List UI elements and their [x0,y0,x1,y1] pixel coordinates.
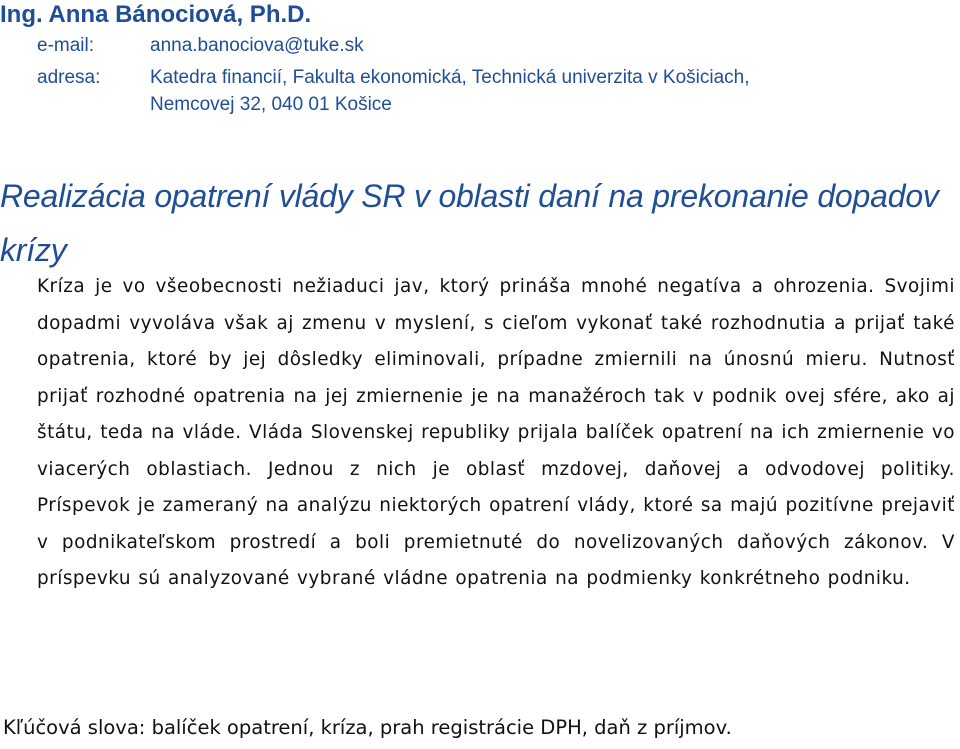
address-line-2: Nemcovej 32, 040 01 Košice [150,94,392,115]
email-value: anna.banociova@tuke.sk [150,35,364,56]
abstract: Kríza je vo všeobecnosti nežiaduci jav, ktorý prináša mnohé negatíva a ohrozenia. Svojimi dopadmi vyvoláva však aj zmenu v myslení, s cieľom vykonať také rozhodnutia a prijať také opatrenia, ktoré by jej dôsledky eliminovali, prípadne zmiernili na únosnú mieru. Nutnosť prijať rozhodné opatrenia na jej zmiernenie je na manažéroch tak v podnik ovej sfére, ako aj štátu, teda na vláde. Vláda Slovenskej republiky prijala balíček opatrení na ich zmiernenie vo viacerých oblastiach. Jednou z nich je oblasť mzdovej, daňovej a odvodovej politiky. Príspevok je zameraný na analýzu niektorých opatrení vlády, ktoré sa majú pozitívne prejaviť v podnikateľskom prostredí a boli premietnuté do novelizovaných daňových zákonov. V príspevku sú analyzované vybrané vládne opatrenia na podmienky konkrétneho podniku. [37,276,955,589]
keywords: Kľúčová slova: balíček opatrení, kríza, prah registrácie DPH, daň z príjmov. [3,716,732,739]
email-label: e-mail: [37,35,95,56]
address-label: adresa: [37,67,101,88]
author-name: Ing. Anna Bánociová, Ph.D. [0,1,312,28]
paper-title: Realizácia opatrení vlády SR v oblasti daní na prekonanie dopadov krízy [0,178,939,268]
address-line-1: Katedra financií, Fakulta ekonomická, Technická univerzita v Košiciach, [150,67,750,88]
